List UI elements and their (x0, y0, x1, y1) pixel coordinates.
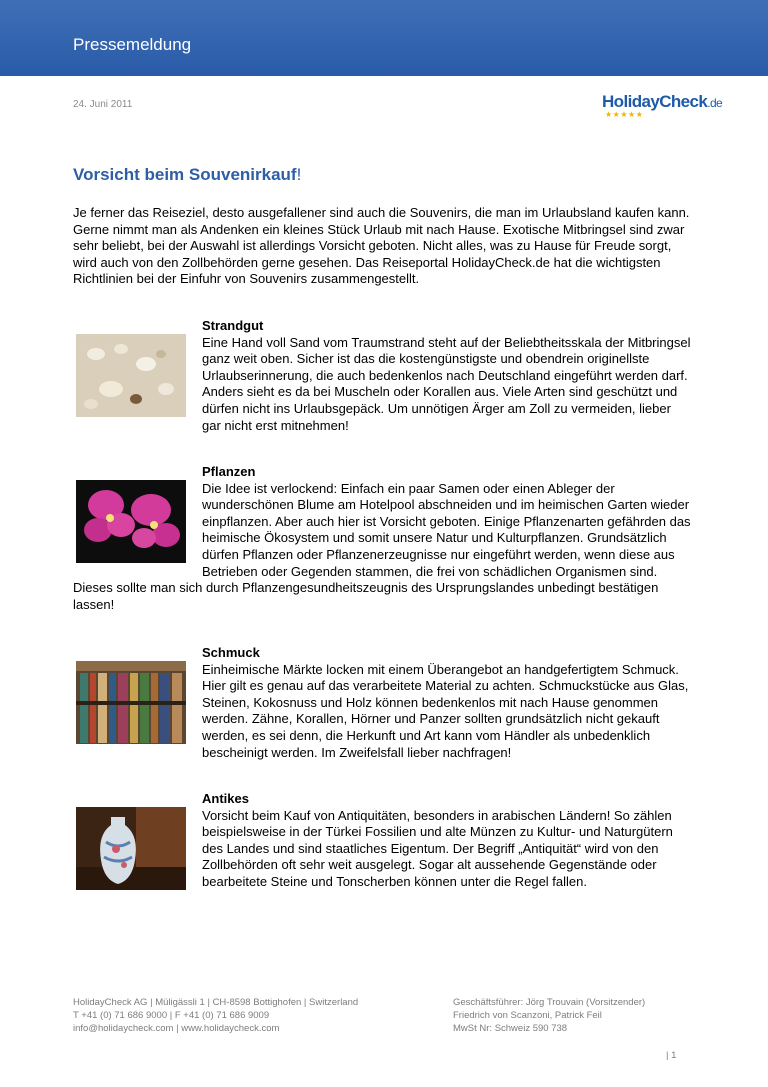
footer-vat: MwSt Nr: Schweiz 590 738 (453, 1023, 568, 1034)
holidaycheck-logo[interactable] (602, 92, 736, 122)
vase-image (76, 807, 186, 890)
section-text: Vorsicht beim Kauf von Antiquitäten, besonders in arabischen Ländern! So zählen beispielsweise in der Türkei Fossilien und alte Münzen zu Kultur- und Naturgütern des Landes und sind staatliches Eigentum. Der Begriff „Antiquität“ wird von den Zollbehörden oft sehr weit ausgelegt. Sogar alt aussehende Gegenstände oder bearbeitete Steine und Tonscherben können unter die Regel fallen. (202, 807, 673, 889)
section-title: Strandgut (202, 318, 264, 333)
footer-management (453, 996, 645, 1035)
logo-stars: ★★★★★ (605, 110, 644, 119)
market-image (76, 661, 186, 744)
section-title: Pflanzen (202, 464, 256, 479)
section-title: Antikes (202, 791, 249, 806)
footer-contact: info@holidaycheck.com | www.holidaycheck.com (73, 1023, 280, 1034)
sand-shells-image (76, 334, 186, 417)
header-title: Pressemeldung (73, 35, 192, 54)
article-headline (73, 165, 301, 185)
section-text: Eine Hand voll Sand vom Traumstrand steht auf der Beliebtheitsskala der Mitbringsel ganz weit oben. Sicher ist das die kostengünstigste und obendrein originellste Urlaubserinnerung, die auch bedenkenlos nach Deutschland eingeführt werden darf. Anders sieht es da bei Muscheln oder Korallen aus. Viele Arten sind geschützt und dürfen nicht ins Urlaubsgepäck. Um unnötigen Ärger am Zoll zu vermeiden, lieber gar nicht erst mitnehmen! (202, 334, 691, 433)
footer-board: Friedrich von Scanzoni, Patrick Feil (453, 1010, 602, 1021)
logo-tld: .de (707, 96, 723, 110)
headline-mark: ! (296, 165, 302, 184)
section-title: Schmuck (202, 645, 260, 660)
section-pflanzen (73, 464, 693, 613)
footer-phone: T +41 (0) 71 686 9000 | F +41 (0) 71 686 9009 (73, 1010, 270, 1021)
orchid-image (76, 480, 186, 563)
logo-name: HolidayCheck (602, 92, 708, 111)
footer-company (73, 996, 358, 1035)
footer-address: HolidayCheck AG | Müligässli 1 | CH-8598 Bottighofen | Switzerland (73, 997, 359, 1008)
footer-ceo: Geschäftsführer: Jörg Trouvain (Vorsitzender) (453, 997, 646, 1008)
article-intro: Je ferner das Reiseziel, desto ausgefallener sind auch die Souvenirs, die man im Urlaubsland kaufen kann. Gerne nimmt man als Andenken ein kleines Stück Urlaub mit nach Hause. Exotische Mitbringsel sind zwar sehr beliebt, bei der Auswahl ist allerdings Vorsicht geboten. Nicht alles, was zu Hause für Freude sorgt, wird auch von den Zollbehörden gerne gesehen. Das Reiseportal HolidayCheck.de hat die wichtigsten Richtlinien bei der Einfuhr von Souvenirs zusammengestellt. (73, 205, 690, 287)
headline-text: Vorsicht beim Souvenirkauf (73, 165, 297, 184)
section-text: Die Idee ist verlockend: Einfach ein paar Samen oder einen Ableger der wunderschönen Blume am Hotelpool abschneiden und im heimischen Garten wieder einpflanzen. Aber auch hier ist Vorsicht geboten. Einige Pflanzenarten gefährden das heimische Ökosystem und somit unsere Natur und Kulturpflanzen. Grundsätzlich dürfen Pflanzen oder Pflanzenerzeugnisse nur eingeführt werden, wenn diese aus Betrieben oder Gegenden stammen, die frei von schädlichen Organismen sind. Dieses sollte man sich durch Pflanzengesundheitszeugnis des Ursprungslandes unbedingt bestätigen lassen! (73, 480, 691, 612)
section-schmuck (73, 645, 693, 761)
section-strandgut (73, 318, 693, 434)
section-text: Einheimische Märkte locken mit einem Überangebot an handgefertigtem Schmuck. Hier gilt es genau auf das verarbeitete Material zu achten. Schmuckstücke aus Glas, Steinen, Kokosnuss und Holz können bedenkenlos mit nach Hause genommen werden. Zähne, Korallen, Hörner und Panzer sollten grundsätzlich nicht gekauft werden, es sei denn, die Herkunft und Art kann vom Händler als unbedenklich bescheinigt werden. Im Zweifelsfall lieber nachfragen! (202, 661, 689, 760)
press-date: 24. Juni 2011 (73, 99, 133, 110)
page-number: | 1 (666, 1050, 677, 1061)
section-antikes (73, 791, 693, 894)
